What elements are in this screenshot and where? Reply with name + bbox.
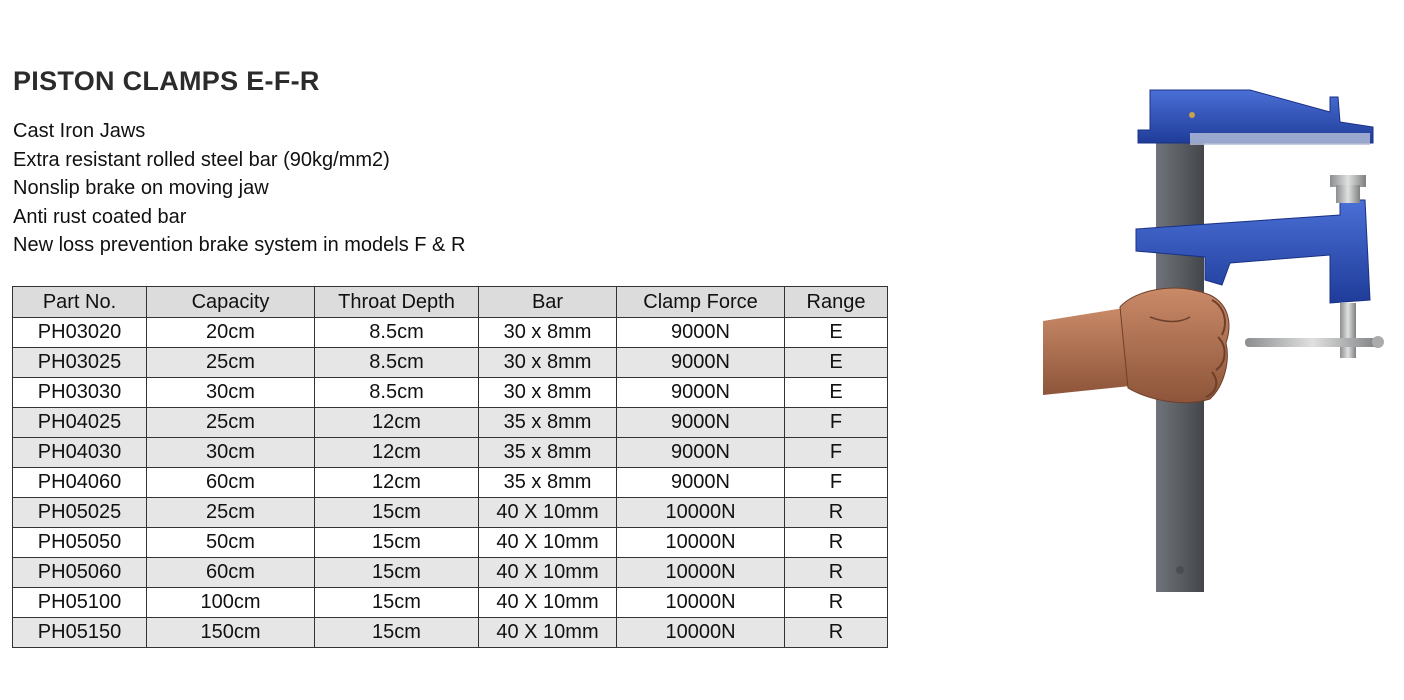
- cell-part-no: PH04030: [13, 438, 147, 468]
- table-row: [13, 588, 888, 618]
- cell-capacity: 100cm: [147, 588, 315, 618]
- cell-throat-depth: 12cm: [315, 438, 479, 468]
- cell-part-no: PH05060: [13, 558, 147, 588]
- page-title: PISTON CLAMPS E-F-R: [13, 66, 320, 96]
- cell-bar: 35 x 8mm: [479, 408, 617, 438]
- hand: [1120, 288, 1229, 403]
- cell-clamp-force: 9000N: [617, 468, 785, 498]
- feature-item: Cast Iron Jaws: [13, 120, 146, 142]
- cell-bar: 40 X 10mm: [479, 528, 617, 558]
- header-clamp-force: Clamp Force: [617, 287, 785, 318]
- header-range: Range: [785, 287, 888, 318]
- cell-capacity: 25cm: [147, 408, 315, 438]
- table-row: [13, 348, 888, 378]
- cell-throat-depth: 15cm: [315, 558, 479, 588]
- cell-clamp-force: 10000N: [617, 588, 785, 618]
- cell-throat-depth: 15cm: [315, 528, 479, 558]
- cell-bar: 40 X 10mm: [479, 618, 617, 648]
- cell-clamp-force: 9000N: [617, 378, 785, 408]
- cell-capacity: 60cm: [147, 558, 315, 588]
- cell-range: E: [785, 318, 888, 348]
- table-row: [13, 618, 888, 648]
- table-row: [13, 318, 888, 348]
- cell-throat-depth: 8.5cm: [315, 348, 479, 378]
- feature-item: Anti rust coated bar: [13, 205, 187, 228]
- table-header-row: [13, 287, 888, 318]
- cell-capacity: 25cm: [147, 348, 315, 378]
- cell-range: F: [785, 408, 888, 438]
- cell-clamp-force: 10000N: [617, 498, 785, 528]
- cell-range: F: [785, 438, 888, 468]
- cell-range: R: [785, 588, 888, 618]
- cell-throat-depth: 8.5cm: [315, 378, 479, 408]
- spec-table: [12, 286, 888, 648]
- cell-part-no: PH03030: [13, 378, 147, 408]
- cell-capacity: 30cm: [147, 378, 315, 408]
- cell-clamp-force: 9000N: [617, 348, 785, 378]
- t-handle: [1245, 338, 1380, 347]
- cell-capacity: 50cm: [147, 528, 315, 558]
- cell-capacity: 30cm: [147, 438, 315, 468]
- table-row: [13, 468, 888, 498]
- cell-bar: 35 x 8mm: [479, 468, 617, 498]
- cell-part-no: PH03025: [13, 348, 147, 378]
- feature-item: New loss prevention brake system in models F & R: [13, 234, 466, 257]
- cell-bar: 35 x 8mm: [479, 438, 617, 468]
- screw-spindle: [1340, 303, 1356, 358]
- cell-throat-depth: 12cm: [315, 468, 479, 498]
- table-row: [13, 438, 888, 468]
- cell-capacity: 60cm: [147, 468, 315, 498]
- header-throat-depth: Throat Depth: [315, 287, 479, 318]
- cell-clamp-force: 9000N: [617, 408, 785, 438]
- table-row: [13, 378, 888, 408]
- cell-part-no: PH04025: [13, 408, 147, 438]
- cell-bar: 30 x 8mm: [479, 378, 617, 408]
- piston-clamp-image: [1040, 85, 1385, 595]
- table-row: [13, 558, 888, 588]
- cell-clamp-force: 9000N: [617, 438, 785, 468]
- cell-capacity: 20cm: [147, 318, 315, 348]
- cell-capacity: 150cm: [147, 618, 315, 648]
- cell-clamp-force: 9000N: [617, 318, 785, 348]
- header-bar: Bar: [479, 287, 617, 318]
- feature-item: Nonslip brake on moving jaw: [13, 177, 269, 200]
- cell-throat-depth: 15cm: [315, 618, 479, 648]
- feature-item: Extra resistant rolled steel bar (90kg/mm2): [13, 148, 390, 171]
- table-body: [13, 318, 888, 648]
- table-row: [13, 528, 888, 558]
- cell-range: R: [785, 618, 888, 648]
- feature-list: [13, 117, 465, 260]
- table-row: [13, 408, 888, 438]
- cell-throat-depth: 15cm: [315, 498, 479, 528]
- cell-part-no: PH05025: [13, 498, 147, 528]
- cell-clamp-force: 10000N: [617, 558, 785, 588]
- cell-bar: 40 X 10mm: [479, 558, 617, 588]
- cell-part-no: PH04060: [13, 468, 147, 498]
- cell-range: E: [785, 348, 888, 378]
- cell-range: R: [785, 528, 888, 558]
- cell-bar: 40 X 10mm: [479, 588, 617, 618]
- cell-range: R: [785, 558, 888, 588]
- cell-range: R: [785, 498, 888, 528]
- cell-capacity: 25cm: [147, 498, 315, 528]
- cell-clamp-force: 10000N: [617, 618, 785, 648]
- cell-part-no: PH05050: [13, 528, 147, 558]
- header-part-no: Part No.: [13, 287, 147, 318]
- cell-clamp-force: 10000N: [617, 528, 785, 558]
- cell-part-no: PH05150: [13, 618, 147, 648]
- cell-range: F: [785, 468, 888, 498]
- cell-throat-depth: 12cm: [315, 408, 479, 438]
- cell-bar: 30 x 8mm: [479, 348, 617, 378]
- cell-part-no: PH03020: [13, 318, 147, 348]
- cell-range: E: [785, 378, 888, 408]
- cell-throat-depth: 8.5cm: [315, 318, 479, 348]
- cell-throat-depth: 15cm: [315, 588, 479, 618]
- cell-part-no: PH05100: [13, 588, 147, 618]
- cell-bar: 40 X 10mm: [479, 498, 617, 528]
- header-capacity: Capacity: [147, 287, 315, 318]
- table-row: [13, 498, 888, 528]
- cell-bar: 30 x 8mm: [479, 318, 617, 348]
